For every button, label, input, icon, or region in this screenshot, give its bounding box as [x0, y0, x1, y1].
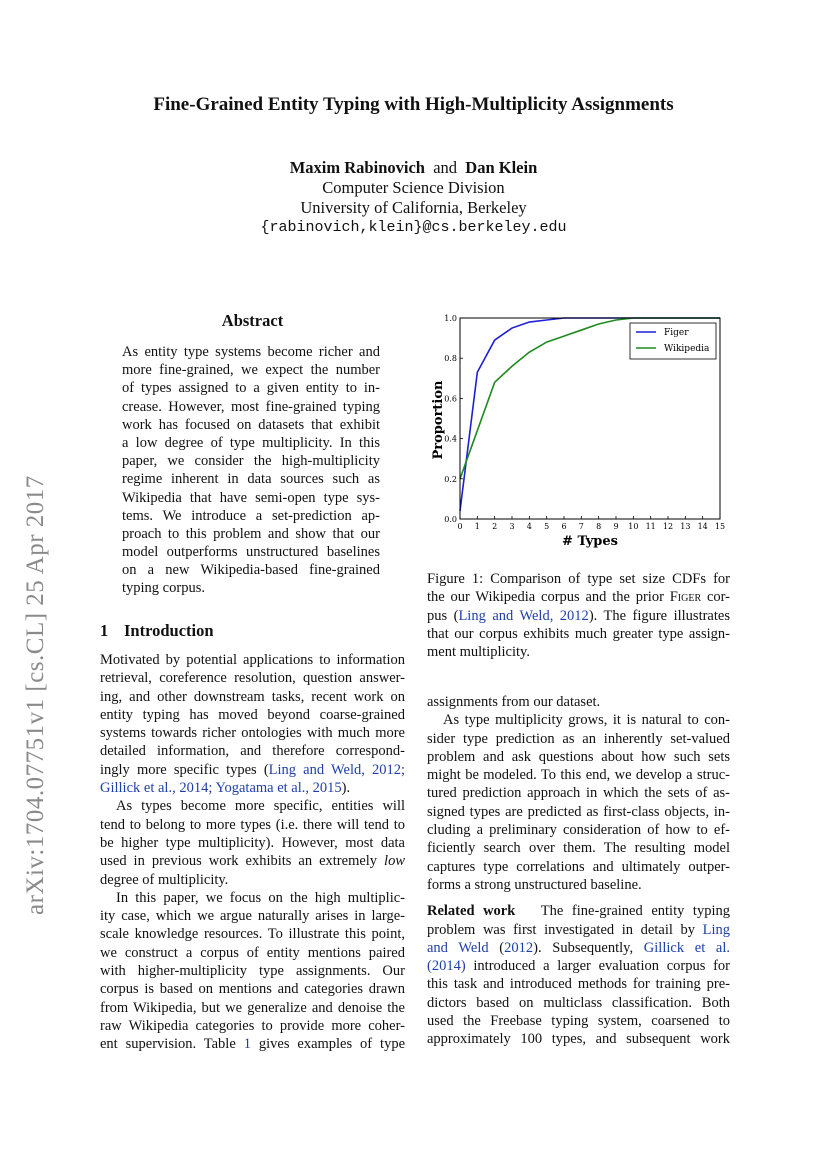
text-line: detailed information, and therefore correspond-	[100, 743, 405, 760]
text-line: on a new Wikipedia-based fine-grained	[122, 562, 380, 579]
caption-text: that our corpus exhibits much greater type assign-	[427, 625, 730, 642]
x-tick-label: 0	[457, 522, 463, 531]
x-tick-label: 14	[697, 522, 708, 531]
caption-text: pus (	[427, 607, 459, 624]
citation-link[interactable]: Ling and Weld, 2012	[458, 607, 589, 624]
text-line: As entity type systems become richer and	[122, 344, 380, 360]
text-line: tems. We introduce a set-prediction ap-	[122, 507, 380, 524]
cdf-chart	[428, 308, 733, 553]
y-tick-label: 0.8	[444, 354, 457, 364]
author-and: and	[433, 158, 458, 177]
text-line: of types assigned to a given entity to in-	[122, 380, 380, 397]
x-tick-label: 13	[680, 522, 691, 531]
author-block	[0, 158, 827, 238]
text-line: ing, and other downstream tasks, recent work on	[100, 688, 405, 705]
figure-caption	[427, 570, 730, 661]
text-line: more fine-grained, we expect the number	[122, 362, 380, 379]
x-tick-label: 9	[613, 522, 619, 531]
x-tick-label: 2	[492, 522, 498, 531]
y-tick-label: 0.6	[444, 394, 457, 404]
text-line: typing corpus.	[122, 580, 205, 597]
citation-link[interactable]: (2014)	[427, 958, 466, 975]
intro-text	[100, 651, 405, 1054]
text-line: dictors based on multiclass classification. Both	[427, 994, 730, 1011]
caption-text: the our Wikipedia corpus and the prior	[427, 589, 664, 606]
text-line: Motivated by potential applications to information	[100, 652, 405, 668]
affiliation: University of California, Berkeley	[300, 198, 527, 217]
text-line: cluding a preliminary consideration of how to ef-	[427, 822, 730, 839]
text-line: tured prediction approach in which the sets of as-	[427, 785, 730, 802]
text: The fine-grained entity typing	[540, 903, 730, 920]
citation-link[interactable]: Gillick et al.	[643, 939, 730, 956]
x-tick-label: 5	[544, 522, 550, 531]
citation-link[interactable]: 2012	[504, 939, 534, 956]
text-line: signed types are predicted as first-class objects, in-	[427, 803, 730, 820]
text-line: forms a strong unstructured baseline.	[427, 876, 642, 893]
y-tick-label: 0.0	[444, 515, 457, 524]
table-ref-link[interactable]: 1	[243, 1036, 251, 1053]
text: ).	[341, 780, 351, 797]
text-line: problem and ask questions about how such sets	[427, 748, 730, 765]
text: problem was first investigated in detail by	[427, 921, 695, 938]
text-line: ity case, which we argue naturally arises in large-	[100, 908, 405, 925]
text-line: As type multiplicity grows, it is natural to con-	[443, 712, 730, 729]
citation-link[interactable]: Ling and Weld, 2012;	[268, 761, 406, 778]
section-heading	[100, 621, 214, 641]
text-line: model outperforms unstructured baselines	[122, 544, 380, 561]
caption-text: ment multiplicity.	[427, 644, 530, 661]
citation-link[interactable]: Ling	[702, 921, 731, 938]
x-tick-label: 3	[509, 522, 515, 531]
legend	[630, 323, 716, 359]
text: ent supervision. Table	[100, 1036, 236, 1053]
y-tick-label: 1.0	[444, 314, 457, 323]
x-tick-label: 8	[596, 522, 602, 531]
text-line: we construct a corpus of entity mentions paired	[100, 944, 405, 961]
text: introduced a larger evaluation corpus for	[465, 958, 730, 975]
text-line: Wikipedia that have semi-open type sys-	[122, 489, 380, 506]
abstract-body	[122, 343, 380, 598]
author-name: Maxim Rabinovich	[289, 158, 425, 177]
x-tick-label: 11	[645, 522, 656, 531]
section-number: 1	[100, 621, 109, 640]
text-line: paper, we consider the high-multiplicity	[122, 453, 380, 470]
text-line: raw Wikipedia categories to provide more coher-	[100, 1017, 405, 1034]
affiliation: Computer Science Division	[322, 178, 505, 197]
text-line: from Wikipedia, but we generalize and denoise the	[100, 999, 405, 1016]
text-line: captures type correlations and ultimately outper-	[427, 858, 730, 875]
citation-link[interactable]: Gillick et al., 2014;	[100, 780, 213, 797]
x-tick-label: 12	[662, 522, 674, 531]
citation-link[interactable]: and Weld	[427, 939, 489, 956]
x-tick-label: 7	[578, 522, 584, 531]
author-name: Dan Klein	[465, 158, 538, 177]
text-line: this task and introduced methods for training pre-	[427, 976, 730, 993]
text: used in previous work exhibits an extremely	[100, 853, 378, 870]
text-line: As types become more specific, entities will	[116, 798, 405, 815]
text-line	[100, 852, 405, 870]
text-line: a low degree of type multiplicity. In this	[122, 434, 380, 451]
x-tick-label: 6	[561, 522, 567, 531]
text-line	[100, 1035, 405, 1053]
text-line: retrieval, coreference resolution, question answer-	[100, 670, 405, 687]
section-title: Introduction	[124, 621, 214, 640]
caption-text: Figer	[669, 589, 702, 606]
text-line: work has focused on datasets that exhibit	[122, 416, 380, 433]
text-line: sider type prediction as an inherently set-valued	[427, 730, 730, 747]
text: ingly more specific types (	[100, 761, 269, 778]
text-line: approximately 100 types, and subsequent work	[427, 1031, 730, 1048]
x-axis-label: # Types	[562, 534, 618, 549]
text-line: might be modeled. To this end, we develop a struc-	[427, 767, 730, 784]
x-tick-label: 1	[474, 522, 480, 531]
text-line: tend to belong to more types (i.e. there will tend to	[100, 816, 405, 833]
x-tick-label: 10	[628, 522, 639, 531]
y-tick-label: 0.4	[444, 434, 457, 444]
text-line	[100, 761, 405, 779]
legend-label-figer: Figer	[664, 328, 689, 338]
text: (	[488, 939, 505, 956]
text-line: regime inherent in data sources such as	[122, 471, 380, 488]
legend-label-wikipedia: Wikipedia	[664, 344, 710, 354]
caption-text: cor-	[706, 589, 731, 606]
caption-text: Figure 1: Comparison of type set size CDFs for	[427, 571, 730, 587]
emphasis: low	[384, 853, 405, 870]
citation-link[interactable]: Yogatama et al., 2015	[215, 780, 342, 797]
author-email: {rabinovich,klein}@cs.berkeley.edu	[260, 219, 567, 236]
text: assignments from our dataset.	[427, 694, 601, 710]
text: ). Subsequently,	[533, 939, 634, 956]
text-line: systems towards richer ontologies with much more	[100, 725, 405, 742]
text-line: with higher-multiplicity type assignments. Our	[100, 963, 405, 980]
text: gives examples of type	[258, 1036, 406, 1053]
text-line: proach to this problem and show that our	[122, 525, 380, 542]
y-tick-label: 0.2	[444, 474, 457, 484]
text-line: used the Freebase typing system, coarsened to	[427, 1013, 730, 1030]
abstract-heading: Abstract	[221, 311, 284, 330]
text-line: In this paper, we focus on the high multiplic-	[116, 889, 405, 906]
paragraph-heading: Related work	[427, 903, 516, 920]
text-line: crease. However, most fine-grained typing	[122, 398, 380, 415]
text-line: entity typing has moved beyond coarse-grained	[100, 706, 405, 723]
arxiv-stamp: arXiv:1704.07751v1 [cs.CL] 25 Apr 2017	[22, 475, 49, 915]
x-tick-label: 15	[714, 522, 726, 531]
text-line: corpus is based on mentions and categories drawn	[100, 981, 405, 998]
text-line: ficiently search over them. The resulting model	[427, 840, 730, 857]
text: degree of multiplicity.	[100, 871, 229, 888]
right-column-text	[427, 693, 730, 1049]
caption-text: ). The figure illustrates	[588, 607, 730, 624]
paper-title: Fine-Grained Entity Typing with High-Multiplicity Assignments	[153, 94, 674, 115]
text-line: be higher type multiplicity). However, most data	[100, 834, 405, 851]
x-tick-label: 4	[526, 522, 532, 531]
y-axis-label: Proportion	[431, 380, 446, 460]
text-line: scale knowledge resources. To illustrate this point,	[100, 926, 405, 943]
